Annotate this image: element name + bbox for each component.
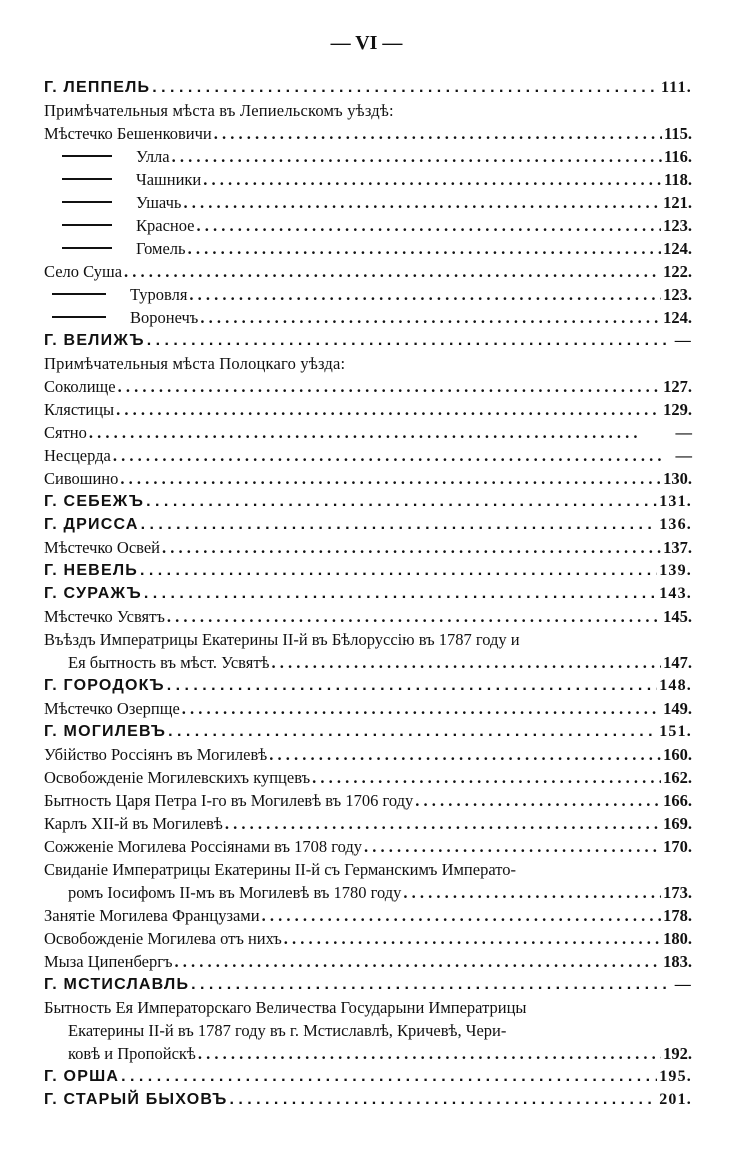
dot-leader xyxy=(175,950,662,973)
dot-leader xyxy=(403,881,661,904)
dot-leader xyxy=(183,191,661,214)
toc-entry-title: Г. СЕБЕЖЪ xyxy=(44,493,145,510)
dot-leader xyxy=(364,835,661,858)
toc-entry-title: Чашники xyxy=(136,170,202,189)
toc-page-number: 183. xyxy=(663,952,692,971)
toc-page-number: 151. xyxy=(659,723,692,740)
toc-page-number: 178. xyxy=(663,906,692,925)
toc-entry-title: Г. ДРИССА xyxy=(44,516,139,533)
toc-entry-title: Красное xyxy=(136,216,195,235)
page-number: — VI — xyxy=(330,32,403,54)
toc-entry-title: Соколище xyxy=(44,377,116,396)
dot-leader xyxy=(189,283,661,306)
toc-entry-title: Мѣстечко Усвятъ xyxy=(44,607,165,626)
toc-entry-title: Екатерины II-й въ 1787 году въ г. Мстиславлѣ, Кричевѣ, Чери- xyxy=(68,1021,507,1040)
toc-entry xyxy=(44,950,692,973)
toc-entry-title: Несцерда xyxy=(44,446,111,465)
toc-entry-title: Г. ВЕЛИЖЪ xyxy=(44,332,145,349)
toc-page-number: 162. xyxy=(663,768,692,787)
toc-town-heading xyxy=(44,329,692,352)
toc-entry-title: Сожженіе Могилева Россіянами въ 1708 году xyxy=(44,837,363,856)
toc-entry xyxy=(44,260,692,283)
toc-entry-title: Мѣстечко Освей xyxy=(44,538,161,557)
toc-page-number: 111. xyxy=(660,79,692,96)
dot-leader xyxy=(121,1065,657,1088)
dot-leader xyxy=(198,1042,661,1065)
toc-entry-title: Сивошино xyxy=(44,469,119,488)
toc-entry-title: Г. ОРША xyxy=(44,1068,120,1085)
dot-leader xyxy=(191,973,668,996)
toc-town-heading xyxy=(44,1065,692,1088)
dot-leader xyxy=(167,605,661,628)
dot-leader xyxy=(144,582,657,605)
dot-leader xyxy=(120,467,661,490)
dot-leader xyxy=(152,76,659,99)
dot-leader xyxy=(200,306,661,329)
toc-section-heading xyxy=(44,99,692,122)
toc-entry xyxy=(44,536,692,559)
toc-page-number: 143. xyxy=(659,585,692,602)
dot-leader xyxy=(113,444,668,467)
toc-page-number: 137. xyxy=(663,538,692,557)
toc-entry-title: Клястицы xyxy=(44,400,115,419)
toc-entry xyxy=(44,421,692,444)
toc-town-heading xyxy=(44,513,692,536)
toc-entry-title: Г. ЛЕППЕЛЬ xyxy=(44,79,151,96)
dot-leader xyxy=(147,329,668,352)
dot-leader xyxy=(146,490,657,513)
toc-entry-title: Карлъ XII-й въ Могилевѣ xyxy=(44,814,223,833)
toc-entry-title: Улла xyxy=(136,147,170,166)
toc-town-heading xyxy=(44,720,692,743)
toc-entry-title: ковѣ и Пропойскѣ xyxy=(68,1044,196,1063)
dot-leader xyxy=(141,513,658,536)
toc-town-heading xyxy=(44,582,692,605)
toc-entry xyxy=(44,306,692,329)
dot-leader xyxy=(182,697,661,720)
dot-leader xyxy=(168,720,657,743)
toc-page-number: 166. xyxy=(663,791,692,810)
toc-entry xyxy=(44,628,692,651)
dot-leader xyxy=(269,743,661,766)
toc-entry-title: Убійство Россіянъ въ Могилевѣ xyxy=(44,745,268,764)
toc-entry-title: Мѣстечко Озерпще xyxy=(44,699,180,718)
toc-entry-title: Г. МСТИСЛАВЛЬ xyxy=(44,976,190,993)
dot-leader xyxy=(140,559,657,582)
dot-leader xyxy=(229,1088,657,1111)
dot-leader xyxy=(116,398,661,421)
toc-entry xyxy=(44,283,692,306)
toc-entry xyxy=(44,467,692,490)
toc-entry-title: Г. СТАРЫЙ БЫХОВЪ xyxy=(44,1091,228,1108)
toc-page-number: 118. xyxy=(664,170,692,189)
toc-page-number: 131. xyxy=(659,493,692,510)
toc-page-number: 127. xyxy=(663,377,692,396)
toc-entry xyxy=(44,766,692,789)
toc-entry-title: Ушачь xyxy=(136,193,182,212)
toc-town-heading xyxy=(44,559,692,582)
dot-leader xyxy=(262,904,662,927)
ditto-dash xyxy=(62,201,112,203)
toc-entry-title: Свиданіе Императрицы Екатерины II-й съ Германскимъ Императо- xyxy=(44,860,516,879)
toc-town-heading xyxy=(44,973,692,996)
toc-page-number: 170. xyxy=(663,837,692,856)
toc-entry xyxy=(44,214,692,237)
toc-page-number: 180. xyxy=(663,929,692,948)
toc-entry-title: Сятно xyxy=(44,423,87,442)
toc-page-number: 192. xyxy=(663,1044,692,1063)
toc-town-heading xyxy=(44,674,692,697)
toc-page-number: 124. xyxy=(663,239,692,258)
toc-entry-title: ромъ Іосифомъ II-мъ въ Могилевѣ въ 1780 году xyxy=(68,883,402,902)
toc-page-number: 129. xyxy=(663,400,692,419)
toc-entry-title: Г. НЕВЕЛЬ xyxy=(44,562,138,579)
toc-entry xyxy=(44,191,692,214)
toc-entry-title: Освобожденіе Могилевскихъ купцевъ xyxy=(44,768,311,787)
toc-entry-title: Въѣздъ Императрицы Екатерины II-й въ Бѣлоруссію въ 1787 году и xyxy=(44,630,520,649)
toc-entry xyxy=(44,697,692,720)
toc-page-number: 195. xyxy=(659,1068,692,1085)
toc-entry xyxy=(44,122,692,145)
toc-entry-title: Г. СУРАЖЪ xyxy=(44,585,142,602)
dot-leader xyxy=(214,122,662,145)
toc-town-heading xyxy=(44,490,692,513)
dot-leader xyxy=(124,260,661,283)
toc-page-number: 201. xyxy=(659,1091,692,1108)
toc-entry xyxy=(44,996,692,1019)
toc-entry xyxy=(44,398,692,421)
toc-entry xyxy=(44,444,692,467)
toc-entry xyxy=(44,605,692,628)
toc-page-number: 115. xyxy=(664,124,692,143)
toc-page-number: 130. xyxy=(663,469,692,488)
toc-section-heading xyxy=(44,352,692,375)
toc-town-heading xyxy=(44,1088,692,1111)
dot-leader xyxy=(167,674,658,697)
ditto-dash xyxy=(62,178,112,180)
toc-entry-title: Занятіе Могилева Французами xyxy=(44,906,260,925)
toc-entry xyxy=(44,1042,692,1065)
toc-entry-title: Гомель xyxy=(136,239,186,258)
dot-leader xyxy=(225,812,661,835)
toc-entry xyxy=(44,812,692,835)
toc-entry-title: Мѣстечко Бешенковичи xyxy=(44,124,212,143)
dot-leader xyxy=(172,145,662,168)
toc-entry-title: Туровля xyxy=(130,285,188,304)
toc-entry-title: Мыза Ципенбергъ xyxy=(44,952,173,971)
toc-page-number: 123. xyxy=(663,216,692,235)
toc-entry-title: Воронечъ xyxy=(130,308,199,327)
toc-page-number: 145. xyxy=(663,607,692,626)
toc-town-heading xyxy=(44,76,692,99)
toc-page-number: 149. xyxy=(663,699,692,718)
toc-entry-title: Примѣчательныя мѣста Полоцкаго уѣзда: xyxy=(44,354,346,373)
toc-page-number: 123. xyxy=(663,285,692,304)
ditto-dash xyxy=(52,293,106,295)
dot-leader xyxy=(284,927,661,950)
toc-page-number: 122. xyxy=(663,262,692,281)
toc-entry xyxy=(44,858,692,881)
toc-entry xyxy=(44,743,692,766)
dot-leader xyxy=(118,375,662,398)
toc-page-number: 173. xyxy=(663,883,692,902)
toc-page-number: 169. xyxy=(663,814,692,833)
dot-leader xyxy=(197,214,662,237)
toc-page-number: 147. xyxy=(663,653,692,672)
toc-entry-title: Г. ГОРОДОКЪ xyxy=(44,677,165,694)
toc-entry xyxy=(44,904,692,927)
toc-entry xyxy=(44,1019,692,1042)
toc-page-number: 121. xyxy=(663,193,692,212)
dot-leader xyxy=(415,789,661,812)
toc-entry xyxy=(44,651,692,674)
toc-page-number: 124. xyxy=(663,308,692,327)
toc-entry xyxy=(44,789,692,812)
dot-leader xyxy=(272,651,662,674)
toc-entry-title: Село Суша xyxy=(44,262,123,281)
ditto-dash xyxy=(52,316,106,318)
ditto-dash xyxy=(62,155,112,157)
toc-entry xyxy=(44,881,692,904)
ditto-dash xyxy=(62,224,112,226)
dot-leader xyxy=(89,421,668,444)
toc-page-number: — xyxy=(675,423,692,442)
toc-entry xyxy=(44,237,692,260)
toc-entry xyxy=(44,145,692,168)
toc-page-number: 116. xyxy=(664,147,692,166)
toc-page-number: 148. xyxy=(659,677,692,694)
toc-entry-title: Бытность Ея Императорскаго Величества Государыни Императрицы xyxy=(44,998,527,1017)
toc-page-number: — xyxy=(675,446,692,465)
toc-entry xyxy=(44,927,692,950)
ditto-dash xyxy=(62,247,112,249)
toc-entry xyxy=(44,168,692,191)
toc-page-number: 139. xyxy=(659,562,692,579)
toc-entry-title: Г. МОГИЛЕВЪ xyxy=(44,723,167,740)
toc-entry xyxy=(44,375,692,398)
dot-leader xyxy=(312,766,661,789)
toc-entry-title: Освобожденіе Могилева отъ нихъ xyxy=(44,929,282,948)
toc-page-number: — xyxy=(674,332,692,349)
toc-page-number: — xyxy=(674,976,692,993)
table-of-contents xyxy=(44,76,692,1111)
toc-page-number: 160. xyxy=(663,745,692,764)
dot-leader xyxy=(188,237,662,260)
dot-leader xyxy=(203,168,662,191)
toc-entry-title: Ея бытность въ мѣст. Усвятѣ xyxy=(68,653,270,672)
toc-entry-title: Примѣчательныя мѣста въ Лепиельскомъ уѣздѣ: xyxy=(44,101,394,120)
dot-leader xyxy=(162,536,661,559)
toc-entry-title: Бытность Царя Петра I-го въ Могилевѣ въ 1706 году xyxy=(44,791,414,810)
toc-entry xyxy=(44,835,692,858)
toc-page-number: 136. xyxy=(659,516,692,533)
